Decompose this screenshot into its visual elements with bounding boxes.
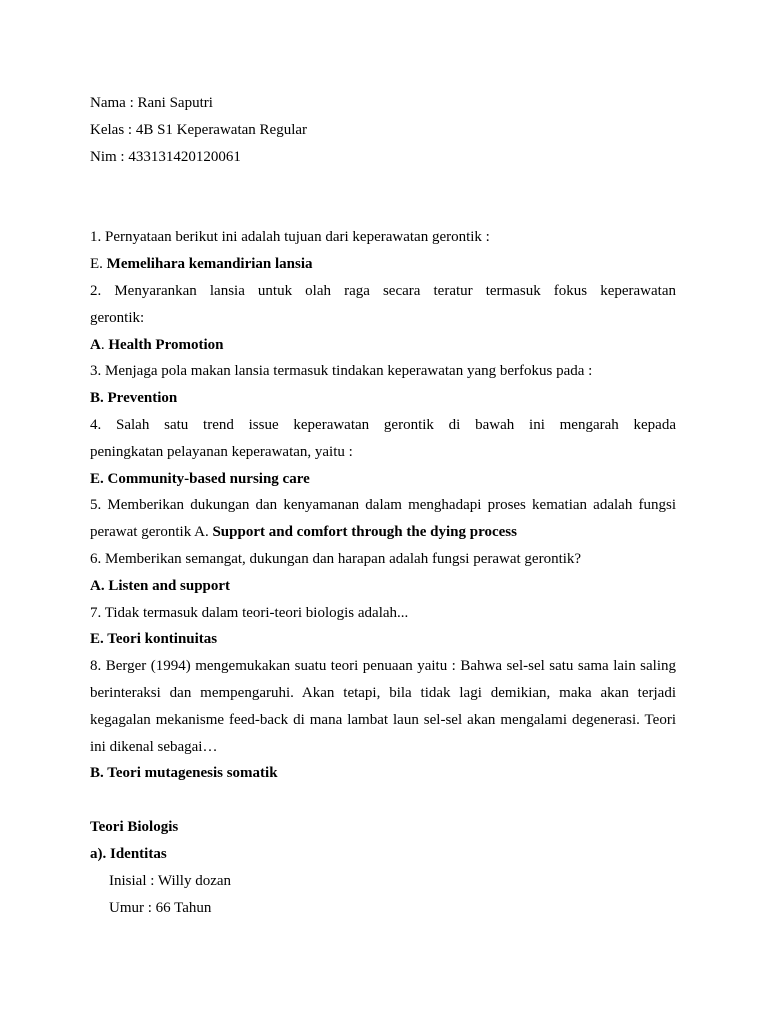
answer-7-letter: E. xyxy=(90,631,104,648)
question-2-line-1: 2. Menyarankan lansia untuk olah raga secara teratur termasuk fokus keperawatan xyxy=(90,282,676,299)
answer-2-text: Health Promotion xyxy=(108,336,224,353)
question-2-line-2: gerontik: xyxy=(90,309,145,326)
question-7: 7. Tidak termasuk dalam teori-teori biologis adalah... xyxy=(90,604,409,621)
question-1: 1. Pernyataan berikut ini adalah tujuan dari keperawatan gerontik : xyxy=(90,229,490,246)
question-8-line-4: ini dikenal sebagai… xyxy=(90,738,218,755)
section-title: Teori Biologis xyxy=(90,819,179,836)
answer-3-text: Prevention xyxy=(107,390,178,407)
question-3: 3. Menjaga pola makan lansia termasuk tindakan keperawatan yang berfokus pada : xyxy=(90,363,593,380)
answer-6-letter: A. xyxy=(90,577,105,594)
answer-6-text: Listen and support xyxy=(108,577,231,594)
question-5-line-2-text: perawat gerontik A. xyxy=(90,524,213,541)
section-subtitle: a). Identitas xyxy=(90,845,167,862)
answer-1: E. Memelihara kemandirian lansia xyxy=(90,256,313,273)
question-8-line-2: berinteraksi dan mempengaruhi. Akan tetapi, bila tidak lagi demikian, maka akan terjadi xyxy=(90,684,676,701)
question-5-line-1: 5. Memberikan dukungan dan kenyamanan dalam menghadapi proses kematian adalah fungsi xyxy=(90,497,676,514)
answer-8-letter: B. xyxy=(90,765,104,782)
answer-6 xyxy=(90,573,676,600)
question-5-line-2 xyxy=(90,519,676,546)
question-8-line-1: 8. Berger (1994) mengemukakan suatu teori penuaan yaitu : Bahwa sel-sel satu sama lain saling xyxy=(90,658,676,675)
answer-8-text: Teori mutagenesis somatik xyxy=(107,765,278,782)
spacer xyxy=(90,170,676,224)
answer-2: A. Health Promotion xyxy=(90,336,224,353)
question-8-line-3: kegagalan mekanisme feed-back di mana lambat laun sel-sel akan mengalami degenerasi. Teori xyxy=(90,711,676,728)
student-name: Nama : Rani Saputri xyxy=(90,95,213,111)
document-page xyxy=(90,90,676,921)
student-class: Kelas : 4B S1 Keperawatan Regular xyxy=(90,121,308,138)
answer-3 xyxy=(90,385,676,412)
question-4-line-1: 4. Salah satu trend issue keperawatan gerontik di bawah ini mengarah kepada xyxy=(90,416,676,433)
student-nim: Nim : 433131420120061 xyxy=(90,148,241,165)
question-4-line-2: peningkatan pelayanan keperawatan, yaitu : xyxy=(90,443,353,460)
answer-4-text: Community-based nursing care xyxy=(107,470,310,487)
spacer xyxy=(90,787,676,814)
identity-age: Umur : 66 Tahun xyxy=(109,899,212,916)
answer-5-text: Support and comfort through the dying process xyxy=(212,524,517,541)
identity-initial: Inisial : Willy dozan xyxy=(109,872,232,889)
answer-1-letter: E xyxy=(90,256,100,273)
answer-4 xyxy=(90,466,676,493)
answer-3-letter: B. xyxy=(90,390,104,407)
answer-1-text: Memelihara kemandirian lansia xyxy=(106,256,313,273)
answer-8 xyxy=(90,760,676,787)
answer-2-letter: A xyxy=(90,336,101,353)
answer-4-letter: E. xyxy=(90,470,104,487)
answer-7-text: Teori kontinuitas xyxy=(107,631,218,648)
question-6: 6. Memberikan semangat, dukungan dan harapan adalah fungsi perawat gerontik? xyxy=(90,550,582,567)
answer-7 xyxy=(90,626,676,653)
